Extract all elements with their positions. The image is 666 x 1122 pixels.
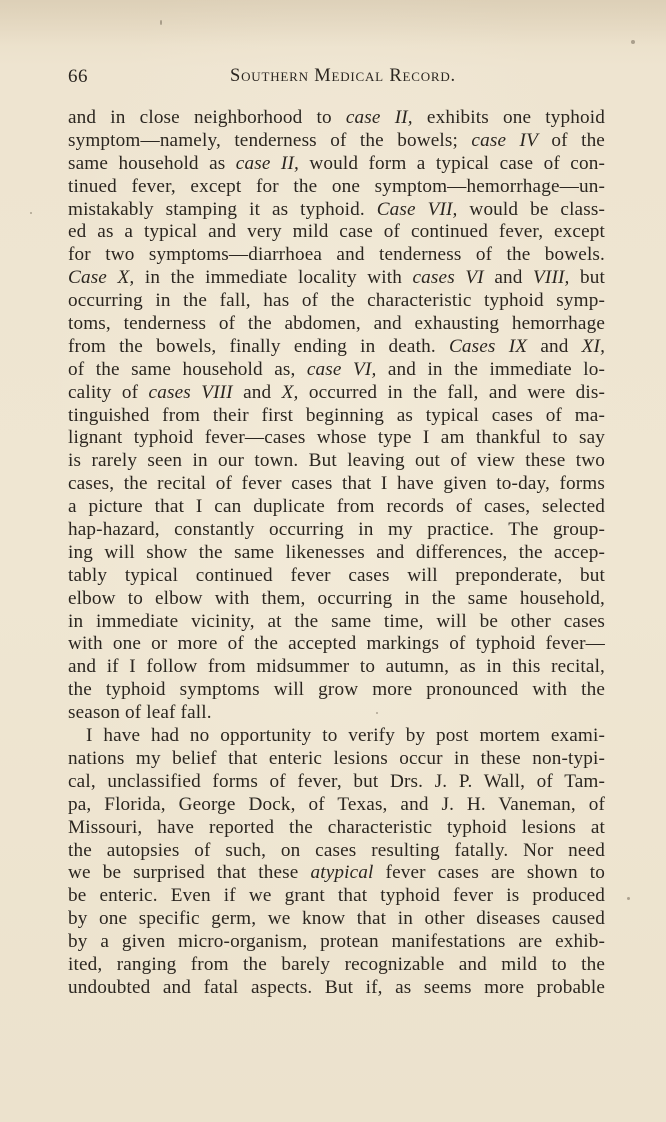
text-segment: pa, Florida, George Dock, of Texas, and J. H. Vaneman, of <box>68 793 605 815</box>
text-line <box>68 771 605 794</box>
text-segment: and in close neighborhood to <box>68 107 346 128</box>
text-segment: cality of <box>68 381 149 403</box>
text-segment: ited, ranging from the barely recognizable and mild to the <box>68 953 605 975</box>
text-line <box>68 130 605 153</box>
text-line <box>68 427 605 450</box>
italic-case-reference: XI, <box>581 335 606 357</box>
text-segment: mistakably stamping it as typhoid. <box>68 198 377 220</box>
text-line <box>68 221 605 244</box>
text-segment: occurring in the fall, has of the characteristic typhoid symp- <box>68 290 605 312</box>
text-line <box>68 656 605 679</box>
text-line <box>68 725 605 748</box>
text-segment: with one or more of the accepted markings of typhoid fever— <box>68 633 605 655</box>
text-segment: I have had no opportunity to verify by post mortem exami- <box>86 725 605 747</box>
text-segment: season of leaf fall. <box>68 702 212 724</box>
text-line <box>68 748 605 771</box>
italic-case-reference: VIII, <box>533 267 570 289</box>
text-line <box>68 496 605 519</box>
text-segment: and if I follow from midsummer to autumn, as in this recital, <box>68 656 605 678</box>
text-line <box>68 679 605 702</box>
italic-case-reference: case II, <box>345 107 413 128</box>
paper-speck <box>30 212 32 214</box>
text-line <box>68 336 605 359</box>
text-line <box>68 176 605 199</box>
text-line <box>68 908 605 931</box>
page-number: 66 <box>68 66 88 87</box>
text-segment: occurred in the fall, and were dis- <box>298 381 605 403</box>
italic-case-reference: cases VI <box>412 267 484 289</box>
text-segment: toms, tenderness of the abdomen, and exhausting hemorrhage <box>68 313 605 335</box>
text-segment: for two symptoms—diarrhoea and tenderness of the bowels. <box>68 244 605 266</box>
text-line <box>68 633 605 656</box>
italic-case-reference: case VI, <box>306 358 377 380</box>
text-segment: Missouri, have reported the characteristic typhoid lesions at <box>68 816 605 838</box>
italic-case-reference: Cases IX <box>448 335 528 357</box>
text-line <box>68 954 605 977</box>
text-line <box>68 565 605 588</box>
text-line <box>68 862 605 885</box>
text-line <box>68 450 605 473</box>
text-segment: of the same household as, <box>68 358 307 380</box>
text-line <box>68 702 605 725</box>
text-segment: from the bowels, finally ending in death. <box>68 335 449 357</box>
italic-case-reference: case II, <box>235 152 299 174</box>
text-segment: elbow to elbow with them, occurring in the same household, <box>68 587 605 609</box>
text-line <box>68 885 605 908</box>
text-segment: tinguished from their first beginning as typical cases of ma- <box>68 404 605 426</box>
text-segment: in the immediate locality with <box>134 267 413 289</box>
running-title: Southern Medical Record. <box>230 66 456 86</box>
text-segment: ed as a typical and very mild case of continued fever, except <box>68 221 605 243</box>
text-segment: in immediate vicinity, at the same time, will be other cases <box>68 610 605 632</box>
text-segment: by a given micro-organism, protean manifestations are exhib- <box>68 931 605 953</box>
paper-speck <box>376 712 378 714</box>
text-segment: symptom—namely, tenderness of the bowels; <box>68 129 472 151</box>
text-line <box>68 588 605 611</box>
text-segment: exhibits one typhoid <box>412 107 605 128</box>
text-segment: lignant typhoid fever—cases whose type I am thankful to say <box>68 427 605 449</box>
text-segment: same household as <box>68 152 236 174</box>
text-segment: the autopsies of such, on cases resulting fatally. Nor need <box>68 839 605 861</box>
text-segment: hap-hazard, constantly occurring in my practice. The group- <box>68 519 605 541</box>
text-segment: fever cases are shown to <box>373 862 605 884</box>
page-header <box>68 66 598 92</box>
text-line <box>68 542 605 565</box>
text-segment: but <box>569 267 605 289</box>
text-line <box>68 290 605 313</box>
text-line <box>68 840 605 863</box>
text-segment: by one specific germ, we know that in other diseases caused <box>68 908 605 930</box>
text-segment: a picture that I can duplicate from records of cases, selected <box>68 496 605 518</box>
italic-case-reference: Case VII, <box>376 198 458 220</box>
text-segment: and <box>483 267 534 289</box>
text-segment: and in the immediate lo- <box>376 358 605 380</box>
text-segment: undoubted and fatal aspects. But if, as seems more probable <box>68 976 605 998</box>
text-line <box>68 405 605 428</box>
text-segment: tinued fever, except for the one symptom—hemorrhage—un- <box>68 175 605 197</box>
text-segment: we be surprised that these <box>68 862 311 884</box>
text-line <box>68 977 605 1000</box>
text-line <box>68 199 605 222</box>
paper-speck <box>627 897 630 900</box>
italic-case-reference: cases VIII <box>148 381 233 403</box>
text-segment: cal, unclassified forms of fever, but Drs. J. P. Wall, of Tam- <box>68 770 605 792</box>
text-line <box>68 153 605 176</box>
text-line <box>68 107 605 130</box>
text-line <box>68 794 605 817</box>
text-line <box>68 519 605 542</box>
text-line <box>68 244 605 267</box>
text-segment: and <box>527 335 582 357</box>
text-segment: be enteric. Even if we grant that typhoid fever is produced <box>68 885 605 907</box>
italic-case-reference: Case X, <box>68 267 135 289</box>
text-segment: tably typical continued fever cases will preponderate, but <box>68 564 605 586</box>
text-segment: is rarely seen in our town. But leaving out of view these two <box>68 450 605 472</box>
paper-speck <box>631 40 635 44</box>
text-segment: ing will show the same likenesses and differences, the accep- <box>68 541 605 563</box>
text-segment: the typhoid symptoms will grow more pronounced with the <box>68 679 605 701</box>
italic-case-reference: atypical <box>310 862 374 884</box>
text-segment: of the <box>537 129 605 151</box>
italic-case-reference: case IV <box>471 129 538 151</box>
text-segment: would be class- <box>457 198 605 220</box>
text-line <box>68 931 605 954</box>
text-line <box>68 611 605 634</box>
body-text <box>68 107 605 1000</box>
text-segment: cases, the recital of fever cases that I have given to-day, forms <box>68 473 605 495</box>
text-segment: nations my belief that enteric lesions occur in these non-typi- <box>68 747 605 769</box>
text-segment: would form a typical case of con- <box>298 152 605 174</box>
text-line <box>68 313 605 336</box>
text-line <box>68 817 605 840</box>
text-line <box>68 359 605 382</box>
paper-speck <box>160 20 162 25</box>
text-line <box>68 473 605 496</box>
text-line <box>68 382 605 405</box>
text-line <box>68 267 605 290</box>
page-edge-wear <box>0 0 666 46</box>
text-segment: and <box>232 381 282 403</box>
italic-case-reference: X, <box>281 381 299 403</box>
